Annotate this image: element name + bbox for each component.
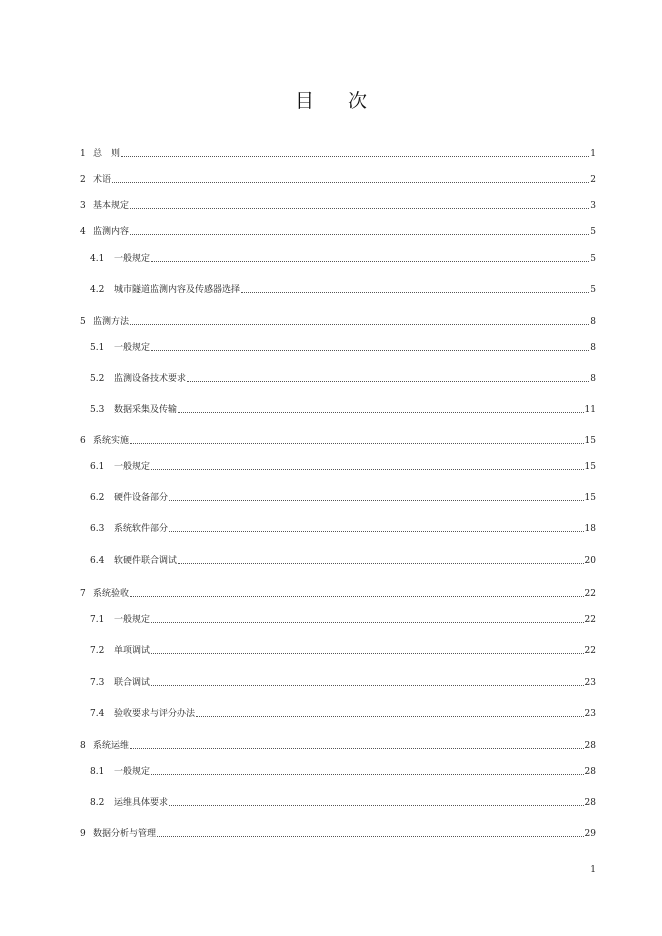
dot-leader [151, 685, 584, 686]
toc-entry-page: 5 [590, 227, 596, 237]
page-title: 目 次 [294, 90, 382, 112]
dot-leader [178, 563, 584, 564]
toc-entry-page: 2 [590, 175, 596, 185]
toc-entry-number: 7.1 [90, 615, 105, 625]
toc-entry-label: 监测设备技术要求 [114, 374, 187, 384]
toc-entry-label: 一般规定 [114, 615, 151, 625]
toc-entry-page: 11 [584, 405, 596, 415]
toc-entry-page: 3 [590, 201, 596, 211]
toc-entry-page: 15 [584, 462, 596, 472]
toc-entry-page: 28 [584, 798, 596, 808]
toc-entry-label: 监测方法 [93, 317, 130, 327]
toc-entry-number: 7 [80, 589, 86, 599]
toc-entry-number: 4.1 [90, 254, 105, 264]
toc-entry-page: 23 [584, 709, 596, 719]
toc-entry-label: 数据分析与管理 [93, 829, 157, 839]
dot-leader [130, 324, 589, 325]
toc-entry-7-2[interactable] [90, 643, 596, 657]
toc-entry-number: 5.3 [90, 405, 105, 415]
toc-entry-7-3[interactable] [90, 675, 596, 689]
toc-entry-page: 22 [584, 646, 596, 656]
toc-entry-number: 2 [80, 175, 86, 185]
dot-leader [151, 622, 584, 623]
toc-entry-label: 运维具体要求 [114, 798, 169, 808]
dot-leader [151, 653, 584, 654]
toc-entry-5-3[interactable] [90, 402, 596, 416]
toc-entry-page: 8 [590, 317, 596, 327]
toc-entry-8-2[interactable] [90, 795, 596, 809]
toc-entry-8[interactable] [80, 738, 596, 752]
toc-entry-label: 联合调试 [114, 678, 151, 688]
toc-entry-label: 一般规定 [114, 254, 151, 264]
dot-leader [157, 836, 584, 837]
toc-entry-page: 18 [584, 524, 596, 534]
toc-entry-label: 软硬件联合调试 [114, 556, 178, 566]
toc-entry-label: 数据采集及传输 [114, 405, 178, 415]
toc-entry-8-1[interactable] [90, 764, 596, 778]
toc-entry-label: 单项调试 [114, 646, 151, 656]
toc-entry-label: 验收要求与评分办法 [114, 709, 196, 719]
toc-entry-label: 硬件设备部分 [114, 493, 169, 503]
toc-entry-page: 8 [590, 374, 596, 384]
dot-leader [121, 156, 589, 157]
toc-entry-5-2[interactable] [90, 371, 596, 385]
toc-entry-page: 8 [590, 343, 596, 353]
dot-leader [112, 182, 589, 183]
toc-entry-page: 29 [584, 829, 596, 839]
dot-leader [151, 261, 589, 262]
toc-entry-label: 城市隧道监测内容及传感器选择 [114, 285, 241, 295]
toc-entry-9[interactable] [80, 826, 596, 840]
toc-entry-6-2[interactable] [90, 490, 596, 504]
dot-leader [130, 208, 589, 209]
toc-entry-label: 系统实施 [93, 436, 130, 446]
toc-entry-page: 1 [590, 149, 596, 159]
toc-entry-label: 总 则 [93, 149, 121, 159]
toc-entry-6-3[interactable] [90, 521, 596, 535]
toc-entry-label: 监测内容 [93, 227, 130, 237]
toc-entry-number: 6.1 [90, 462, 105, 472]
toc-entry-number: 7.3 [90, 678, 105, 688]
toc-entry-number: 8.1 [90, 767, 105, 777]
toc-entry-1[interactable] [80, 146, 596, 160]
toc-entry-page: 28 [584, 767, 596, 777]
toc-entry-2[interactable] [80, 172, 596, 186]
toc-entry-6-4[interactable] [90, 553, 596, 567]
toc-entry-4[interactable] [80, 224, 596, 238]
dot-leader [151, 350, 589, 351]
toc-entry-5[interactable] [80, 314, 596, 328]
toc-entry-label: 一般规定 [114, 767, 151, 777]
toc-entry-page: 5 [590, 254, 596, 264]
toc-entry-label: 系统运维 [93, 741, 130, 751]
toc-entry-page: 15 [584, 493, 596, 503]
toc-entry-5-1[interactable] [90, 340, 596, 354]
dot-leader [151, 774, 584, 775]
toc-entry-label: 系统验收 [93, 589, 130, 599]
toc-entry-number: 6 [80, 436, 86, 446]
toc-entry-number: 1 [80, 149, 86, 159]
toc-entry-page: 28 [584, 741, 596, 751]
dot-leader [169, 500, 584, 501]
toc-entry-7[interactable] [80, 586, 596, 600]
dot-leader [196, 716, 584, 717]
toc-entry-7-1[interactable] [90, 612, 596, 626]
toc-entry-number: 9 [80, 829, 86, 839]
toc-entry-label: 基本规定 [93, 201, 130, 211]
toc-entry-4-1[interactable] [90, 251, 596, 265]
toc-entry-4-2[interactable] [90, 282, 596, 296]
toc-entry-number: 6.4 [90, 556, 105, 566]
toc-entry-page: 23 [584, 678, 596, 688]
toc-entry-label: 术语 [93, 175, 112, 185]
toc-entry-6[interactable] [80, 433, 596, 447]
dot-leader [130, 596, 584, 597]
dot-leader [130, 748, 584, 749]
toc-entry-number: 7.2 [90, 646, 105, 656]
toc-entry-number: 8.2 [90, 798, 105, 808]
toc-entry-3[interactable] [80, 198, 596, 212]
toc-entry-number: 4 [80, 227, 86, 237]
dot-leader [130, 234, 589, 235]
toc-entry-page: 22 [584, 615, 596, 625]
toc-entry-number: 5 [80, 317, 86, 327]
toc-entry-number: 4.2 [90, 285, 105, 295]
dot-leader [151, 469, 584, 470]
toc-entry-number: 3 [80, 201, 86, 211]
dot-leader [241, 292, 589, 293]
toc-entry-page: 22 [584, 589, 596, 599]
toc-entry-7-4[interactable] [90, 706, 596, 720]
toc-entry-label: 一般规定 [114, 343, 151, 353]
toc-entry-page: 15 [584, 436, 596, 446]
dot-leader [130, 443, 584, 444]
dot-leader [169, 531, 584, 532]
toc-entry-page: 5 [590, 285, 596, 295]
toc-entry-label: 一般规定 [114, 462, 151, 472]
toc-entry-label: 系统软件部分 [114, 524, 169, 534]
dot-leader [178, 412, 584, 413]
toc-entry-number: 6.2 [90, 493, 105, 503]
toc-entry-6-1[interactable] [90, 459, 596, 473]
page-number: 1 [590, 865, 596, 875]
dot-leader [187, 381, 589, 382]
dot-leader [169, 805, 584, 806]
toc-entry-page: 20 [584, 556, 596, 566]
toc-entry-number: 5.1 [90, 343, 105, 353]
toc-entry-number: 5.2 [90, 374, 105, 384]
toc-entry-number: 6.3 [90, 524, 105, 534]
toc-entry-number: 8 [80, 741, 86, 751]
toc-entry-number: 7.4 [90, 709, 105, 719]
